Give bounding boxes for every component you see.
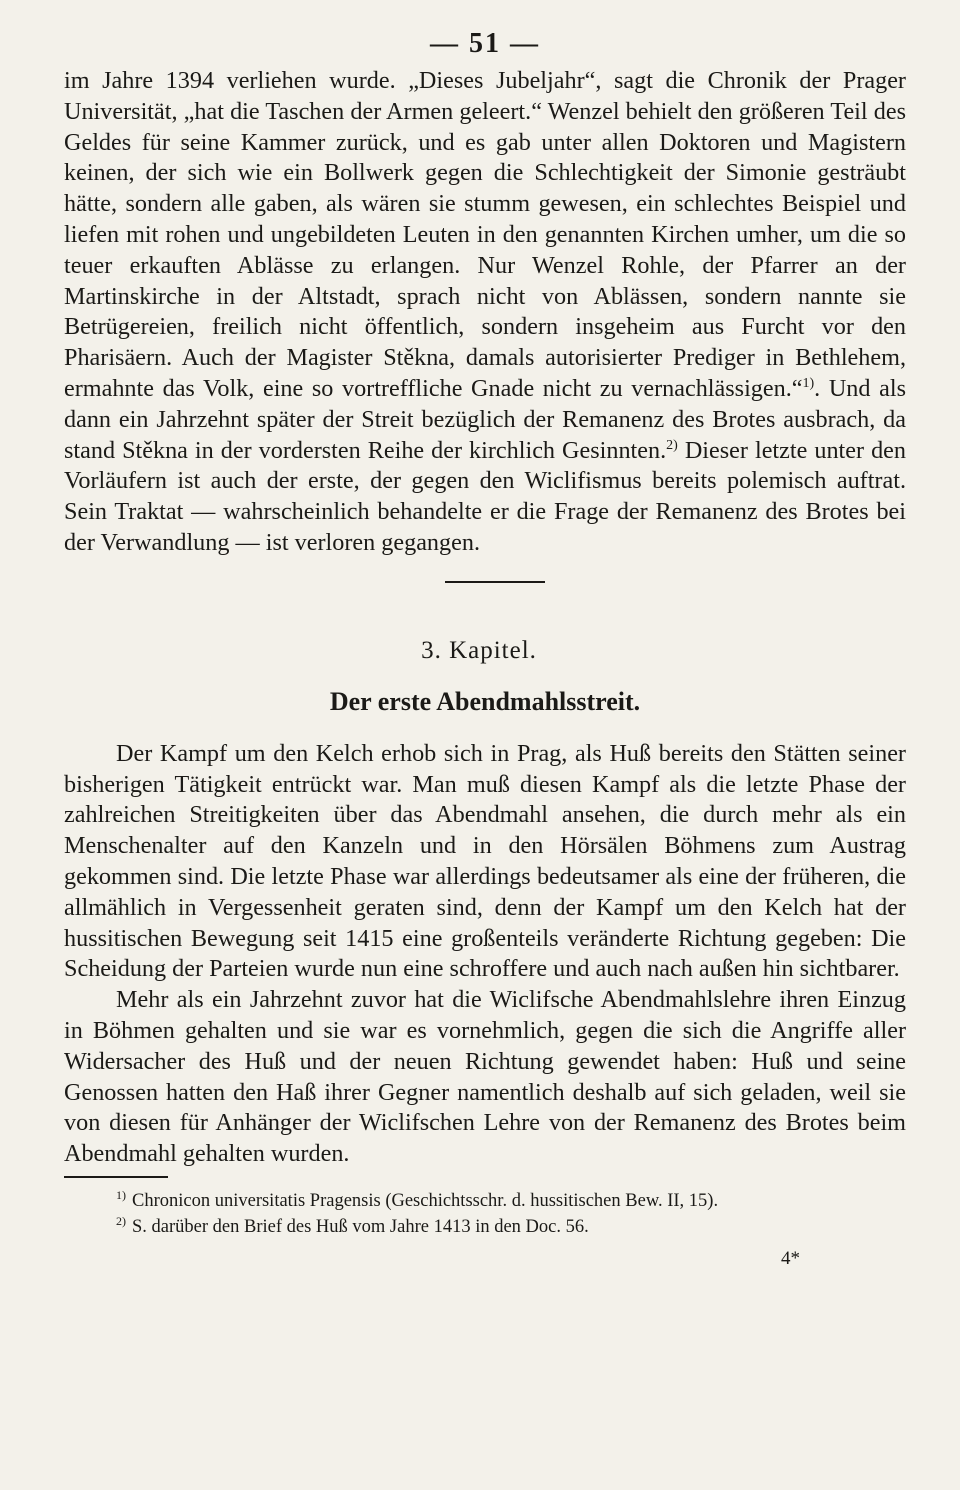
footnote-ref-1: 1) bbox=[802, 375, 815, 391]
signature-mark: 4* bbox=[781, 1247, 800, 1269]
paragraph-1-text-b: . Und als dann ein Jahrzehnt später der Streit bezüglich der Remanenz des Brotes ausbrach, da stand Stěkna in der vordersten Reihe der kirchlich Gesinnten. bbox=[64, 374, 906, 464]
footnote-2 bbox=[116, 1214, 906, 1240]
paragraph-2: Der Kampf um den Kelch erhob sich in Prag, als Huß bereits den Stätten seiner bisherigen Tätigkeit entrückt war. Man muß diesen Kampf als die letzte Phase der zahlreichen Streitigkeiten über das Abendmahl ansehen, die durch mehr als ein Menschenalter auf den Kanzeln und in den Hörsälen Böhmens zum Austrag gekommen sind. Die letzte Phase war allerdings bedeutsamer als eine der früheren, die allmählich in Vergessenheit geraten sind, denn der Kampf um den Kelch hat der hussitischen Bewegung seit 1415 eine großenteils veränderte Richtung gegeben: Die Scheidung der Parteien wurde nun eine schroffere und auch nach außen hin sichtbarer. bbox=[64, 739, 906, 983]
footnotes bbox=[64, 1188, 906, 1240]
section-divider bbox=[445, 581, 545, 583]
footnote-ref-2: 2) bbox=[666, 437, 678, 453]
footnote-divider bbox=[64, 1176, 168, 1178]
paragraph-1-text-c: Dieser letzte unter den Vorläufern ist auch der erste, der gegen den Wiclifismus bereits polemisch auftrat. Sein Traktat — wahrscheinlich behandelte er die Frage der Remanenz des Brotes bei der Verwandlung — ist verloren gegangen. bbox=[64, 436, 906, 556]
chapter-title: Der erste Abendmahlsstreit. bbox=[329, 686, 641, 716]
book-page bbox=[64, 22, 906, 1270]
paragraph-3: Mehr als ein Jahrzehnt zuvor hat die Wiclifsche Abendmahlslehre ihren Einzug in Böhmen gehalten und sie war es vornehmlich, gegen die sich die Angriffe aller Widersacher des Huß und der neuen Richtung gewendet haben: Huß und seine Genossen hatten den Haß ihrer Gegner namentlich deshalb auf sich geladen, weil sie von diesen für Anhänger der Wiclifschen Lehre von der Remanenz des Brotes beim Abendmahl gehalten wurden. bbox=[64, 986, 906, 1168]
footnote-1-mark: 1) bbox=[116, 1187, 126, 1202]
chapter-body bbox=[64, 739, 906, 1170]
page-number: — 51 — bbox=[430, 28, 540, 59]
footnote-1 bbox=[116, 1188, 906, 1214]
footnote-1-text: Chronicon universitatis Pragensis (Geschichtsschr. d. hussitischen Bew. II, 15). bbox=[132, 1190, 719, 1211]
paragraph-1 bbox=[64, 66, 906, 559]
footnote-2-mark: 2) bbox=[116, 1213, 126, 1228]
chapter-number: 3. Kapitel. bbox=[421, 636, 537, 664]
footnote-2-text: S. darüber den Brief des Huß vom Jahre 1413 in den Doc. 56. bbox=[132, 1216, 589, 1237]
paragraph-1-text-a: im Jahre 1394 verliehen wurde. „Dieses Jubeljahr“, sagt die Chronik der Prager Universität, „hat die Taschen der Armen geleert.“ Wenzel behielt den größeren Teil des Geldes für seine Kammer zurück, und es gab unter allen Doktoren und Magistern keinen, der sich wie ein Bollwerk gegen die Schlechtigkeit der Simonie gesträubt hätte, sondern alle gaben, als wären sie stumm gewesen, ein schlechtes Beispiel und liefen mit rohen und ungebildeten Leuten in den genannten Kirchen umher, um die so teuer erkauften Ablässe zu erlangen. Nur Wenzel Rohle, der Pfarrer an der Martinskirche in der Altstadt, sprach nicht von Ablässen, sondern nannte sie Betrügereien, freilich nicht öffentlich, sondern insgeheim aus Furcht vor den Pharisäern. Auch der Magister Stěkna, damals autorisierter Prediger in Bethlehem, ermahnte das Volk, eine so vortreffliche Gnade nicht zu vernachlässigen.“ bbox=[64, 67, 906, 402]
